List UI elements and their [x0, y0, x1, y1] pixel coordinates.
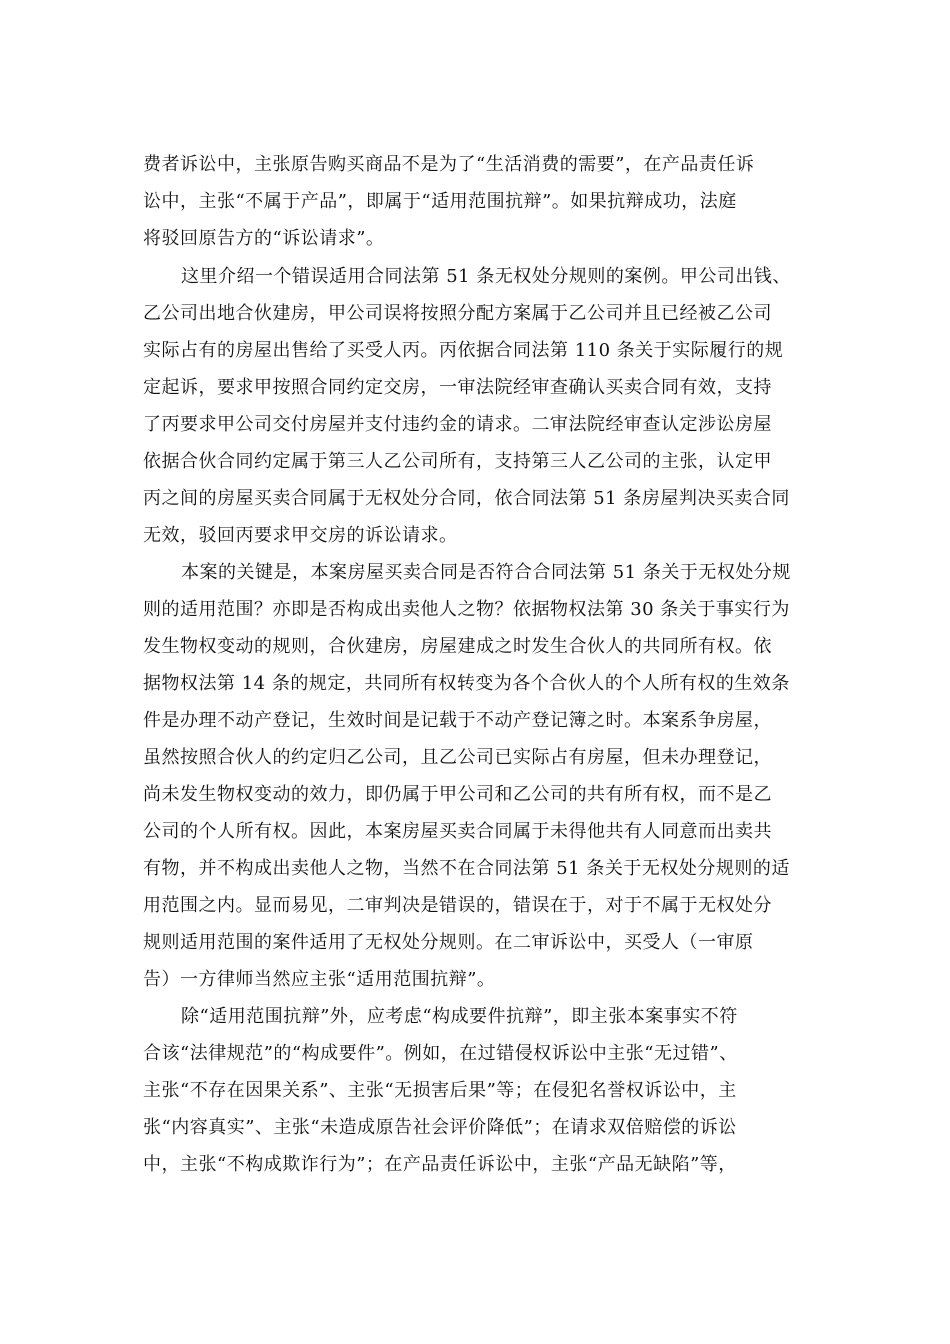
text-line: 了丙要求甲公司交付房屋并支付违约金的请求。二审法院经审查认定涉讼房屋 [143, 414, 772, 435]
text-line: 尚未发生物权变动的效力，即仍属于甲公司和乙公司的共有所有权，而不是乙 [143, 784, 772, 805]
text-line: 乙公司出地合伙建房，甲公司误将按照分配方案属于乙公司并且已经被乙公司 [143, 303, 772, 324]
text-line: 规则适用范围的案件适用了无权处分规则。在二审诉讼中，买受人（一审原 [143, 932, 754, 953]
text-line: 中，主张“不构成欺诈行为”；在产品责任诉讼中，主张“产品无缺陷”等， [143, 1154, 737, 1175]
text-line: 依据合伙合同约定属于第三人乙公司所有，支持第三人乙公司的主张，认定甲 [143, 451, 772, 472]
text-line: 将驳回原告方的“诉讼请求”。 [143, 228, 385, 249]
text-line: 定起诉，要求甲按照合同约定交房，一审法院经审查确认买卖合同有效，支持 [143, 377, 772, 398]
text-line: 费者诉讼中，主张原告购买商品不是为了“生活消费的需要”，在产品责任诉 [143, 154, 755, 175]
text-line: 主张“不存在因果关系”、主张“无损害后果”等；在侵犯名誉权诉讼中，主 [143, 1080, 737, 1101]
text-line: 用范围之内。显而易见，二审判决是错误的，错误在于，对于不属于无权处分 [143, 895, 772, 916]
text-line: 发生物权变动的规则，合伙建房，房屋建成之时发生合伙人的共同所有权。依 [143, 636, 772, 657]
text-line: 讼中，主张“不属于产品”，即属于“适用范围抗辩”。如果抗辩成功，法庭 [143, 191, 737, 212]
text-line: 则的适用范围？亦即是否构成出卖他人之物？依据物权法第 30 条关于事实行为 [143, 599, 790, 620]
text-line: 公司的个人所有权。因此，本案房屋买卖合同属于未得他共有人同意而出卖共 [143, 821, 772, 842]
text-line: 据物权法第 14 条的规定，共同所有权转变为各个合伙人的个人所有权的生效条 [143, 673, 790, 694]
text-line: 件是办理不动产登记，生效时间是记载于不动产登记簿之时。本案系争房屋， [143, 710, 772, 731]
text-line: 张“内容真实”、主张“未造成原告社会评价降低”；在请求双倍赔偿的诉讼 [143, 1117, 737, 1138]
text-line: 无效，驳回丙要求甲交房的诉讼请求。 [143, 525, 458, 546]
text-line: 虽然按照合伙人的约定归乙公司，且乙公司已实际占有房屋，但未办理登记， [143, 747, 772, 768]
text-line: 合该“法律规范”的“构成要件”。例如，在过错侵权诉讼中主张“无过错”、 [143, 1043, 738, 1064]
text-line: 有物，并不构成出卖他人之物，当然不在合同法第 51 条关于无权处分规则的适 [143, 858, 790, 879]
text-line: 告）一方律师当然应主张“适用范围抗辩”。 [143, 969, 496, 990]
text-line: 丙之间的房屋买卖合同属于无权处分合同，依合同法第 51 条房屋判决买卖合同 [143, 488, 790, 509]
paragraph-first-line: 除“适用范围抗辩”外，应考虑“构成要件抗辩”，即主张本案事实不符 [181, 1006, 738, 1027]
paragraph-first-line: 本案的关键是，本案房屋买卖合同是否符合合同法第 51 条关于无权处分规 [181, 562, 791, 583]
text-line: 实际占有的房屋出售给了买受人丙。丙依据合同法第 110 条关于实际履行的规 [143, 340, 784, 361]
paragraph-first-line: 这里介绍一个错误适用合同法第 51 条无权处分规则的案例。甲公司出钱、 [181, 266, 791, 287]
